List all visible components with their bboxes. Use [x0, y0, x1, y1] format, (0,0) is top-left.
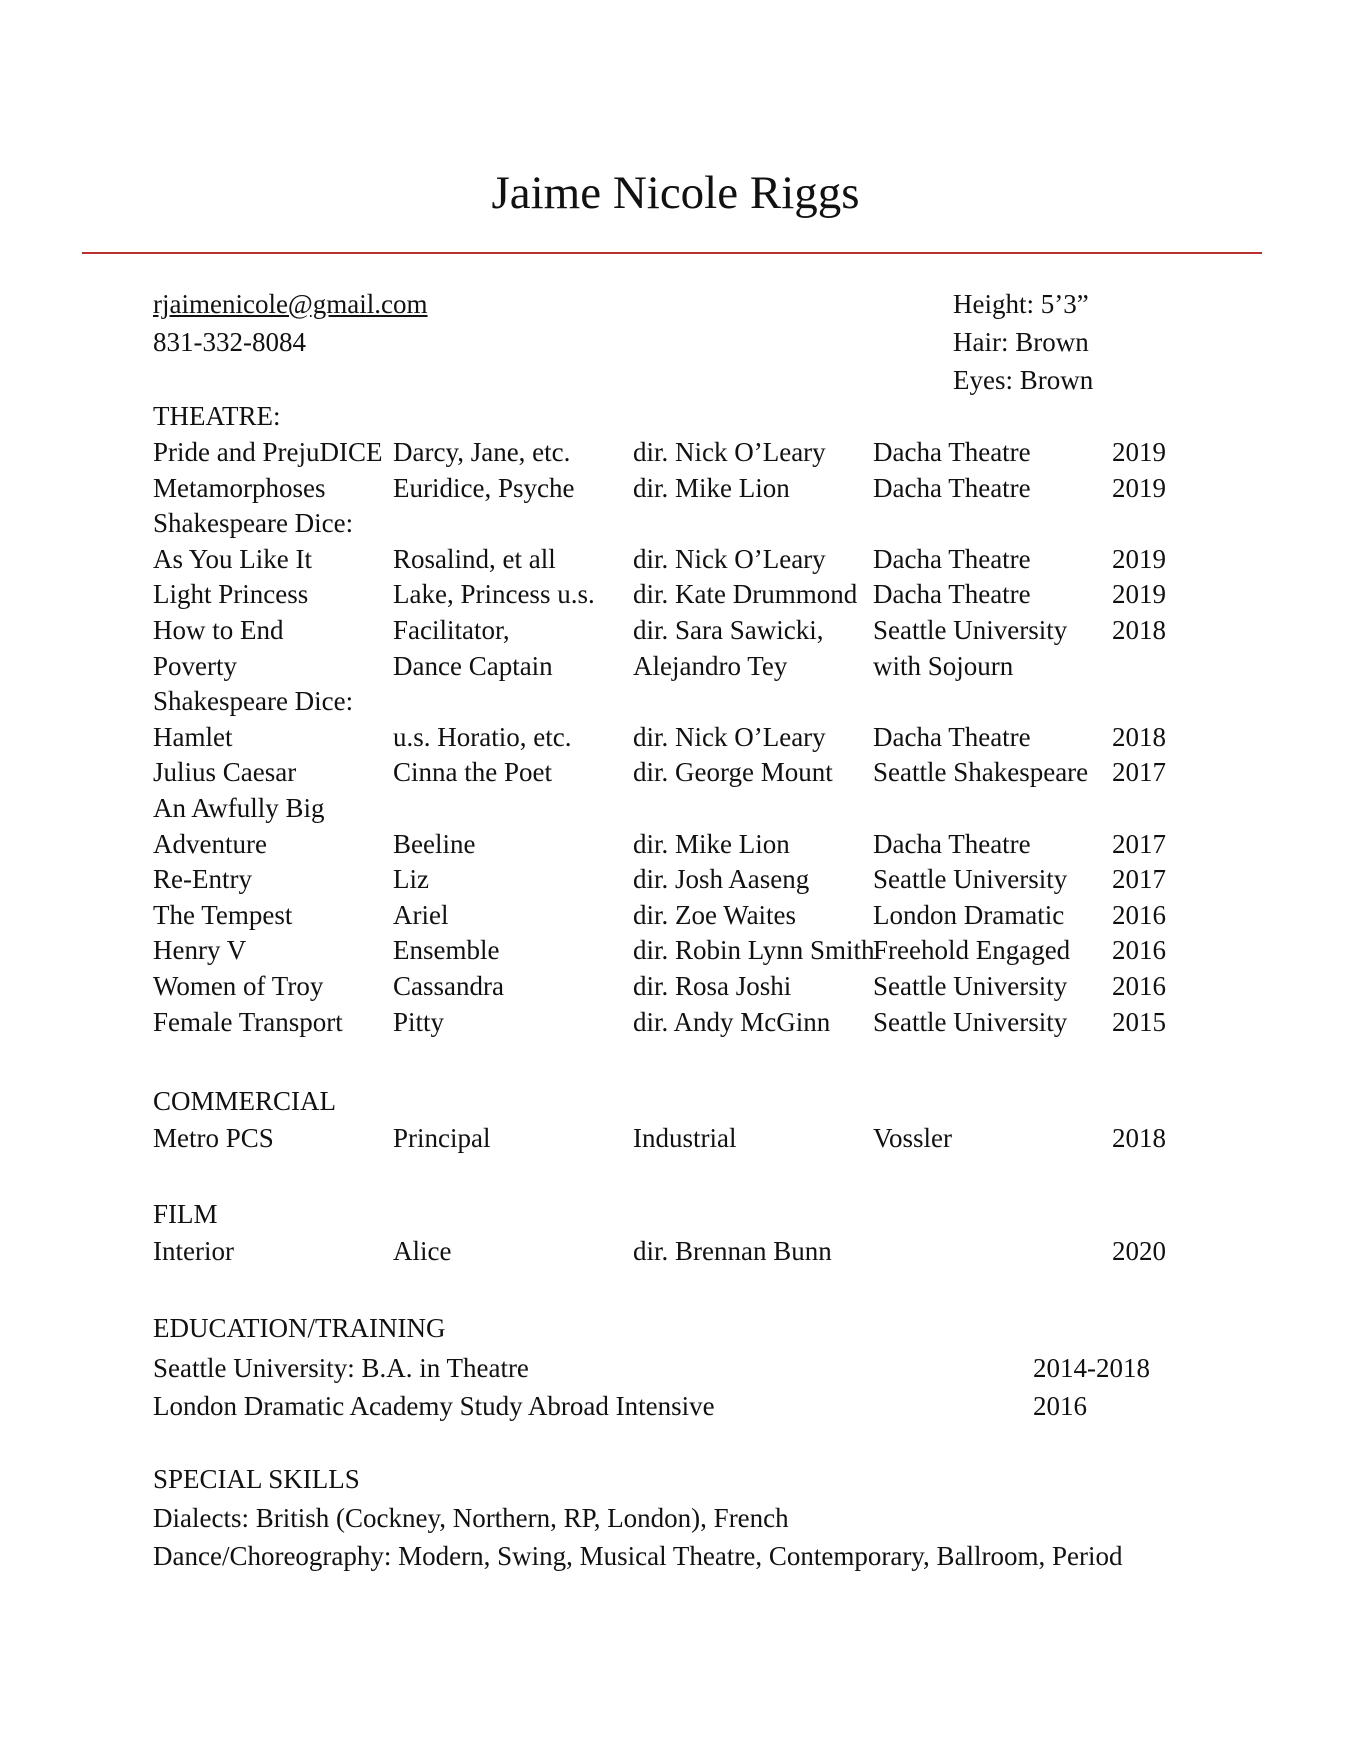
- email-link[interactable]: rjaimenicole@gmail.com: [153, 289, 428, 319]
- production-title: Shakespeare Dice:: [153, 508, 354, 539]
- table-row: [153, 933, 1193, 969]
- film-heading: FILM: [153, 1199, 218, 1229]
- table-row: [153, 969, 1193, 1005]
- table-row: [153, 435, 1193, 471]
- height-stat: Height: 5’3”: [953, 289, 1089, 319]
- role: Ariel: [393, 899, 449, 930]
- director: dir. Kate Drummond: [633, 579, 858, 610]
- director: dir. Zoe Waites: [633, 899, 797, 930]
- table-row: [153, 898, 1193, 934]
- company: Seattle University: [873, 1006, 1068, 1037]
- year: 2019: [1112, 579, 1166, 610]
- director: dir. Mike Lion: [633, 828, 790, 859]
- director: dir. Mike Lion: [633, 472, 790, 503]
- director: dir. Nick O’Leary: [633, 437, 826, 467]
- year: 2018: [1112, 614, 1166, 645]
- company: Vossler: [873, 1123, 953, 1153]
- year: 2016: [1112, 899, 1166, 930]
- company: Dacha Theatre: [873, 543, 1031, 574]
- company: with Sojourn: [873, 650, 1014, 681]
- table-row: [153, 1121, 1193, 1157]
- skills-heading: SPECIAL SKILLS: [153, 1464, 360, 1494]
- table-row: [153, 471, 1193, 507]
- year: 2016: [1112, 970, 1166, 1001]
- director: dir. Nick O’Leary: [633, 721, 826, 752]
- production-title: An Awfully Big: [153, 792, 325, 823]
- production-title: Hamlet: [153, 721, 233, 752]
- list-item: [153, 1387, 1193, 1425]
- table-row: [153, 1005, 1193, 1041]
- company: Seattle University: [873, 864, 1068, 895]
- company: Freehold Engaged: [873, 935, 1071, 966]
- table-row: [153, 506, 1193, 542]
- production-title: Metamorphoses: [153, 472, 326, 503]
- table-row: [153, 684, 1193, 720]
- company: Seattle University: [873, 970, 1068, 1001]
- production-title: Female Transport: [153, 1006, 343, 1037]
- phone-number: 831-332-8084: [153, 327, 306, 357]
- year: 2019: [1112, 437, 1166, 467]
- table-row: [153, 613, 1193, 649]
- production-title: Julius Caesar: [153, 757, 297, 788]
- production-title: Women of Troy: [153, 970, 324, 1001]
- school: Seattle University: B.A. in Theatre: [153, 1353, 529, 1383]
- director: dir. Nick O’Leary: [633, 543, 826, 574]
- year: 2018: [1112, 721, 1166, 752]
- contact-block: [153, 285, 428, 361]
- table-row: [153, 720, 1193, 756]
- production-title: Henry V: [153, 935, 247, 966]
- year: 2020: [1112, 1236, 1166, 1266]
- table-row: [153, 755, 1193, 791]
- education-heading: EDUCATION/TRAINING: [153, 1313, 446, 1343]
- company: Seattle University: [873, 614, 1068, 645]
- role: Darcy, Jane, etc.: [393, 437, 571, 467]
- year: 2016: [1112, 935, 1166, 966]
- resume-name: Jaime Nicole Riggs: [491, 167, 860, 219]
- year: 2017: [1112, 757, 1166, 788]
- year: 2017: [1112, 864, 1166, 895]
- role: Dance Captain: [393, 650, 553, 681]
- dance-skill: Dance/Choreography: Modern, Swing, Musical Theatre, Contemporary, Ballroom, Period: [153, 1541, 1123, 1571]
- company: London Dramatic: [873, 899, 1065, 930]
- dialects-skill: Dialects: British (Cockney, Northern, RP, London), French: [153, 1503, 789, 1533]
- physical-stats: [953, 285, 1093, 399]
- list-item: [153, 1349, 1193, 1387]
- production-title: Metro PCS: [153, 1123, 274, 1153]
- year: 2015: [1112, 1006, 1166, 1037]
- company: Dacha Theatre: [873, 579, 1031, 610]
- company: Dacha Theatre: [873, 472, 1031, 503]
- director: dir. Robin Lynn Smith: [633, 935, 875, 966]
- production-title: Re-Entry: [153, 864, 252, 895]
- role: Ensemble: [393, 935, 500, 966]
- skills-list: [153, 1499, 1123, 1575]
- year: 2017: [1112, 828, 1166, 859]
- year: 2019: [1112, 472, 1166, 503]
- role: Lake, Princess u.s.: [393, 579, 595, 610]
- header-divider: [82, 252, 1262, 254]
- theatre-heading: THEATRE:: [153, 401, 281, 431]
- role: Alice: [393, 1236, 452, 1266]
- role: u.s. Horatio, etc.: [393, 721, 572, 752]
- table-row: [153, 827, 1193, 863]
- years: 2014-2018: [1033, 1353, 1150, 1383]
- commercial-credits-table: [153, 1121, 1193, 1157]
- company: Dacha Theatre: [873, 828, 1031, 859]
- director: dir. Sara Sawicki,: [633, 614, 824, 645]
- role: Cinna the Poet: [393, 757, 552, 788]
- production-title: Interior: [153, 1236, 234, 1266]
- role: Pitty: [393, 1006, 445, 1037]
- role: Euridice, Psyche: [393, 472, 575, 503]
- table-row: [153, 649, 1193, 685]
- production-title: Adventure: [153, 828, 267, 859]
- role: Rosalind, et all: [393, 543, 556, 574]
- school: London Dramatic Academy Study Abroad Intensive: [153, 1391, 715, 1421]
- role: Facilitator,: [393, 614, 510, 645]
- commercial-heading: COMMERCIAL: [153, 1086, 337, 1116]
- production-title: Poverty: [153, 650, 237, 681]
- role: Liz: [393, 864, 429, 895]
- director: dir. Andy McGinn: [633, 1006, 831, 1037]
- role: Beeline: [393, 828, 476, 859]
- production-title: The Tempest: [153, 899, 293, 930]
- director: dir. Josh Aaseng: [633, 864, 810, 895]
- director: dir. Rosa Joshi: [633, 970, 792, 1001]
- years: 2016: [1033, 1391, 1087, 1421]
- year: 2018: [1112, 1123, 1166, 1153]
- table-row: [153, 791, 1193, 827]
- production-title: Shakespeare Dice:: [153, 686, 354, 717]
- film-credits-table: [153, 1234, 1193, 1270]
- hair-stat: Hair: Brown: [953, 327, 1089, 357]
- company: Seattle Shakespeare: [873, 757, 1089, 788]
- role: Cassandra: [393, 970, 504, 1001]
- production-title: Pride and PrejuDICE: [153, 437, 383, 467]
- table-row: [153, 577, 1193, 613]
- company: Dacha Theatre: [873, 437, 1031, 467]
- production-title: How to End: [153, 614, 284, 645]
- role: Principal: [393, 1123, 491, 1153]
- director: dir. George Mount: [633, 757, 833, 788]
- company: Dacha Theatre: [873, 721, 1031, 752]
- director: dir. Brennan Bunn: [633, 1236, 832, 1266]
- year: 2019: [1112, 543, 1166, 574]
- table-row: [153, 542, 1193, 578]
- theatre-credits-table: [153, 435, 1193, 1040]
- director: Alejandro Tey: [633, 650, 788, 681]
- table-row: [153, 862, 1193, 898]
- table-row: [153, 1234, 1193, 1270]
- education-list: [153, 1349, 1193, 1425]
- production-title: As You Like It: [153, 543, 313, 574]
- eyes-stat: Eyes: Brown: [953, 365, 1094, 395]
- production-type: Industrial: [633, 1123, 737, 1153]
- production-title: Light Princess: [153, 579, 309, 610]
